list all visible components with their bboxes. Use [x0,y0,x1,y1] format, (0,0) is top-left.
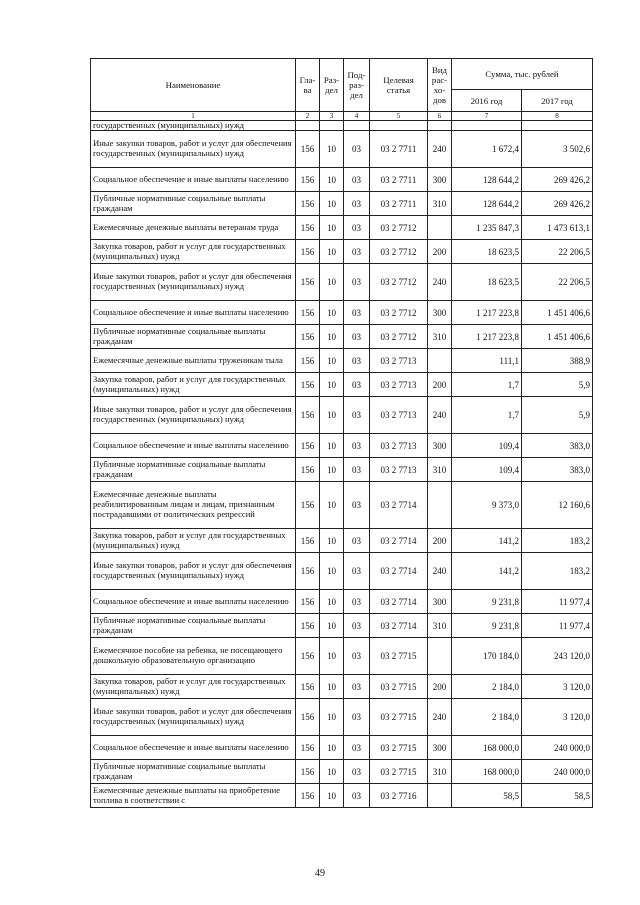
cell-sum-2016: 168 000,0 [452,760,522,784]
cell-sum-2017: 383,0 [522,434,593,458]
cell-podrazdel: 03 [344,434,370,458]
cell-podrazdel: 03 [344,397,370,434]
cell-sum-2016 [452,121,522,131]
cell-glava: 156 [296,168,320,192]
cell-sum-2016: 109,4 [452,458,522,482]
cell-podrazdel: 03 [344,264,370,301]
column-number: 8 [522,112,593,121]
cell-celevaya-statya: 03 2 7713 [370,434,428,458]
cell-vid-rashodov: 300 [428,736,452,760]
page-number: 49 [315,868,325,879]
cell-razdel: 10 [320,240,344,264]
table-row [91,131,593,168]
cell-name: Социальное обеспечение и иные выплаты населению [91,168,296,192]
cell-sum-2016: 1 672,4 [452,131,522,168]
cell-celevaya-statya: 03 2 7712 [370,216,428,240]
cell-podrazdel: 03 [344,168,370,192]
cell-razdel: 10 [320,349,344,373]
cell-podrazdel: 03 [344,192,370,216]
cell-celevaya-statya: 03 2 7713 [370,397,428,434]
cell-name: Социальное обеспечение и иные выплаты населению [91,434,296,458]
cell-sum-2017: 5,9 [522,397,593,434]
cell-vid-rashodov: 240 [428,131,452,168]
column-number: 7 [452,112,522,121]
cell-sum-2016: 141,2 [452,553,522,590]
cell-podrazdel: 03 [344,736,370,760]
table-row [91,553,593,590]
cell-razdel: 10 [320,590,344,614]
cell-podrazdel: 03 [344,590,370,614]
cell-celevaya-statya: 03 2 7714 [370,529,428,553]
cell-sum-2016: 1 217 223,8 [452,325,522,349]
table-row [91,349,593,373]
cell-glava: 156 [296,699,320,736]
cell-vid-rashodov [428,349,452,373]
cell-podrazdel: 03 [344,216,370,240]
table-row [91,434,593,458]
cell-sum-2016: 1 217 223,8 [452,301,522,325]
cell-sum-2017: 3 120,0 [522,699,593,736]
cell-celevaya-statya: 03 2 7715 [370,699,428,736]
cell-vid-rashodov: 310 [428,192,452,216]
cell-podrazdel: 03 [344,325,370,349]
table-row [91,760,593,784]
cell-podrazdel: 03 [344,482,370,529]
cell-vid-rashodov: 310 [428,760,452,784]
header-year-2016: 2016 год [452,90,522,112]
cell-name: Публичные нормативные социальные выплаты гражданам [91,760,296,784]
cell-sum-2017: 388,9 [522,349,593,373]
cell-name: Закупка товаров, работ и услуг для государственных (муниципальных) нужд [91,373,296,397]
cell-sum-2016: 1,7 [452,373,522,397]
cell-sum-2017: 3 502,6 [522,131,593,168]
cell-celevaya-statya: 03 2 7713 [370,458,428,482]
cell-razdel: 10 [320,675,344,699]
column-number: 6 [428,112,452,121]
cell-name: государственных (муниципальных) нужд [91,121,296,131]
cell-razdel: 10 [320,553,344,590]
table-row [91,736,593,760]
cell-sum-2017: 269 426,2 [522,192,593,216]
cell-podrazdel: 03 [344,240,370,264]
cell-sum-2017: 5,9 [522,373,593,397]
cell-razdel: 10 [320,264,344,301]
cell-glava: 156 [296,131,320,168]
cell-sum-2017 [522,121,593,131]
cell-glava: 156 [296,553,320,590]
cell-vid-rashodov: 310 [428,458,452,482]
cell-sum-2017: 3 120,0 [522,675,593,699]
cell-vid-rashodov: 310 [428,614,452,638]
cell-sum-2017: 383,0 [522,458,593,482]
cell-celevaya-statya: 03 2 7714 [370,482,428,529]
cell-glava: 156 [296,240,320,264]
cell-celevaya-statya: 03 2 7713 [370,373,428,397]
cell-glava: 156 [296,301,320,325]
header-vid-rashodov: Вид рас- хо- дов [428,59,452,112]
cell-razdel: 10 [320,168,344,192]
cell-sum-2017: 58,5 [522,784,593,808]
table-row [91,458,593,482]
cell-podrazdel: 03 [344,458,370,482]
table-row [91,529,593,553]
cell-razdel: 10 [320,192,344,216]
cell-vid-rashodov [428,216,452,240]
cell-name: Иные закупки товаров, работ и услуг для обеспечения государственных (муниципальных) нужд [91,397,296,434]
cell-name: Ежемесячные денежные выплаты реабилитированным лицам и лицам, признанным пострадавшими от политических репрессий [91,482,296,529]
cell-podrazdel: 03 [344,301,370,325]
cell-celevaya-statya: 03 2 7711 [370,168,428,192]
table-row [91,192,593,216]
cell-sum-2017: 269 426,2 [522,168,593,192]
cell-sum-2017: 11 977,4 [522,590,593,614]
header-razdel: Раз- дел [320,59,344,112]
cell-celevaya-statya: 03 2 7712 [370,325,428,349]
header-summa: Сумма, тыс. рублей [452,59,593,90]
cell-sum-2016: 9 231,8 [452,590,522,614]
cell-celevaya-statya: 03 2 7715 [370,736,428,760]
cell-celevaya-statya: 03 2 7711 [370,131,428,168]
cell-glava: 156 [296,397,320,434]
cell-celevaya-statya: 03 2 7714 [370,614,428,638]
cell-vid-rashodov: 300 [428,434,452,458]
cell-sum-2017: 183,2 [522,529,593,553]
cell-name: Публичные нормативные социальные выплаты гражданам [91,192,296,216]
table-row [91,675,593,699]
cell-vid-rashodov [428,121,452,131]
cell-glava: 156 [296,434,320,458]
cell-name: Иные закупки товаров, работ и услуг для обеспечения государственных (муниципальных) нужд [91,553,296,590]
budget-table [90,58,593,808]
cell-sum-2016: 111,1 [452,349,522,373]
cell-sum-2016: 2 184,0 [452,699,522,736]
header-name: Наименование [91,59,296,112]
cell-glava: 156 [296,373,320,397]
cell-podrazdel: 03 [344,614,370,638]
cell-glava: 156 [296,590,320,614]
cell-podrazdel: 03 [344,553,370,590]
header-glava: Гла- ва [296,59,320,112]
cell-glava [296,121,320,131]
cell-vid-rashodov [428,638,452,675]
cell-sum-2016: 128 644,2 [452,168,522,192]
cell-name: Ежемесячные денежные выплаты труженикам тыла [91,349,296,373]
cell-celevaya-statya: 03 2 7715 [370,638,428,675]
column-number: 5 [370,112,428,121]
cell-razdel: 10 [320,458,344,482]
table-row [91,325,593,349]
cell-glava: 156 [296,614,320,638]
cell-vid-rashodov: 200 [428,529,452,553]
cell-vid-rashodov: 200 [428,240,452,264]
cell-razdel: 10 [320,736,344,760]
table-row [91,397,593,434]
cell-sum-2016: 168 000,0 [452,736,522,760]
cell-vid-rashodov: 240 [428,264,452,301]
table-row [91,614,593,638]
column-number: 1 [91,112,296,121]
cell-podrazdel: 03 [344,638,370,675]
table-row [91,699,593,736]
cell-vid-rashodov: 300 [428,168,452,192]
cell-razdel: 10 [320,301,344,325]
cell-razdel: 10 [320,434,344,458]
cell-podrazdel: 03 [344,675,370,699]
cell-glava: 156 [296,784,320,808]
cell-vid-rashodov: 240 [428,553,452,590]
cell-vid-rashodov: 300 [428,590,452,614]
cell-celevaya-statya: 03 2 7712 [370,264,428,301]
cell-razdel: 10 [320,397,344,434]
cell-celevaya-statya: 03 2 7715 [370,675,428,699]
cell-name: Закупка товаров, работ и услуг для государственных (муниципальных) нужд [91,240,296,264]
cell-celevaya-statya: 03 2 7716 [370,784,428,808]
cell-name: Иные закупки товаров, работ и услуг для обеспечения государственных (муниципальных) нужд [91,264,296,301]
cell-razdel [320,121,344,131]
cell-vid-rashodov: 240 [428,699,452,736]
table-row [91,784,593,808]
table-row [91,264,593,301]
cell-glava: 156 [296,458,320,482]
table-row [91,121,593,131]
table-row [91,590,593,614]
cell-sum-2017: 11 977,4 [522,614,593,638]
cell-vid-rashodov: 200 [428,373,452,397]
cell-vid-rashodov: 240 [428,397,452,434]
cell-celevaya-statya: 03 2 7712 [370,240,428,264]
cell-celevaya-statya: 03 2 7715 [370,760,428,784]
table-row [91,240,593,264]
cell-sum-2017: 12 160,6 [522,482,593,529]
cell-glava: 156 [296,349,320,373]
cell-name: Публичные нормативные социальные выплаты гражданам [91,458,296,482]
cell-glava: 156 [296,264,320,301]
cell-glava: 156 [296,760,320,784]
cell-name: Иные закупки товаров, работ и услуг для обеспечения государственных (муниципальных) нужд [91,131,296,168]
column-number: 3 [320,112,344,121]
cell-celevaya-statya [370,121,428,131]
cell-glava: 156 [296,638,320,675]
cell-celevaya-statya: 03 2 7714 [370,590,428,614]
cell-name: Закупка товаров, работ и услуг для государственных (муниципальных) нужд [91,529,296,553]
cell-glava: 156 [296,192,320,216]
cell-vid-rashodov [428,784,452,808]
cell-razdel: 10 [320,699,344,736]
cell-sum-2017: 243 120,0 [522,638,593,675]
cell-vid-rashodov: 310 [428,325,452,349]
cell-name: Социальное обеспечение и иные выплаты населению [91,736,296,760]
header-celevaya-statya: Целевая статья [370,59,428,112]
table-header-row [91,59,593,90]
cell-name: Публичные нормативные социальные выплаты гражданам [91,325,296,349]
table-row [91,482,593,529]
cell-sum-2016: 2 184,0 [452,675,522,699]
cell-celevaya-statya: 03 2 7714 [370,553,428,590]
cell-name: Закупка товаров, работ и услуг для государственных (муниципальных) нужд [91,675,296,699]
cell-glava: 156 [296,325,320,349]
cell-vid-rashodov: 200 [428,675,452,699]
cell-razdel: 10 [320,529,344,553]
table-row [91,216,593,240]
cell-sum-2016: 18 623,5 [452,264,522,301]
cell-glava: 156 [296,675,320,699]
cell-name: Иные закупки товаров, работ и услуг для обеспечения государственных (муниципальных) нужд [91,699,296,736]
cell-name: Ежемесячное пособие на ребенка, не посещающего дошкольную образовательную организацию [91,638,296,675]
cell-name: Социальное обеспечение и иные выплаты населению [91,590,296,614]
cell-sum-2017: 240 000,0 [522,760,593,784]
cell-podrazdel: 03 [344,131,370,168]
cell-razdel: 10 [320,131,344,168]
cell-razdel: 10 [320,614,344,638]
cell-razdel: 10 [320,638,344,675]
cell-razdel: 10 [320,373,344,397]
cell-sum-2016: 1 235 847,3 [452,216,522,240]
cell-glava: 156 [296,736,320,760]
cell-sum-2017: 240 000,0 [522,736,593,760]
cell-podrazdel [344,121,370,131]
cell-sum-2017: 1 451 406,6 [522,325,593,349]
cell-name: Ежемесячные денежные выплаты на приобретение топлива в соответствии с [91,784,296,808]
cell-sum-2017: 1 473 613,1 [522,216,593,240]
cell-vid-rashodov [428,482,452,529]
cell-sum-2016: 9 231,8 [452,614,522,638]
cell-podrazdel: 03 [344,760,370,784]
cell-razdel: 10 [320,760,344,784]
cell-sum-2016: 170 184,0 [452,638,522,675]
table-row [91,373,593,397]
column-number: 4 [344,112,370,121]
cell-glava: 156 [296,216,320,240]
cell-celevaya-statya: 03 2 7711 [370,192,428,216]
table-row [91,301,593,325]
cell-sum-2016: 109,4 [452,434,522,458]
cell-razdel: 10 [320,784,344,808]
cell-razdel: 10 [320,482,344,529]
cell-sum-2017: 183,2 [522,553,593,590]
cell-sum-2017: 22 206,5 [522,264,593,301]
cell-podrazdel: 03 [344,784,370,808]
cell-vid-rashodov: 300 [428,301,452,325]
cell-razdel: 10 [320,216,344,240]
cell-glava: 156 [296,482,320,529]
cell-sum-2016: 18 623,5 [452,240,522,264]
cell-podrazdel: 03 [344,373,370,397]
header-year-2017: 2017 год [522,90,593,112]
cell-sum-2016: 141,2 [452,529,522,553]
cell-sum-2017: 22 206,5 [522,240,593,264]
cell-name: Ежемесячные денежные выплаты ветеранам труда [91,216,296,240]
cell-name: Социальное обеспечение и иные выплаты населению [91,301,296,325]
cell-sum-2016: 128 644,2 [452,192,522,216]
cell-glava: 156 [296,529,320,553]
table-row [91,638,593,675]
cell-name: Публичные нормативные социальные выплаты гражданам [91,614,296,638]
cell-sum-2017: 1 451 406,6 [522,301,593,325]
cell-razdel: 10 [320,325,344,349]
cell-sum-2016: 58,5 [452,784,522,808]
table-body [91,121,593,808]
cell-podrazdel: 03 [344,699,370,736]
column-number: 2 [296,112,320,121]
cell-celevaya-statya: 03 2 7713 [370,349,428,373]
cell-podrazdel: 03 [344,529,370,553]
header-podrazdel: Под- раз- дел [344,59,370,112]
cell-celevaya-statya: 03 2 7712 [370,301,428,325]
cell-podrazdel: 03 [344,349,370,373]
cell-sum-2016: 1,7 [452,397,522,434]
table-row [91,168,593,192]
cell-sum-2016: 9 373,0 [452,482,522,529]
